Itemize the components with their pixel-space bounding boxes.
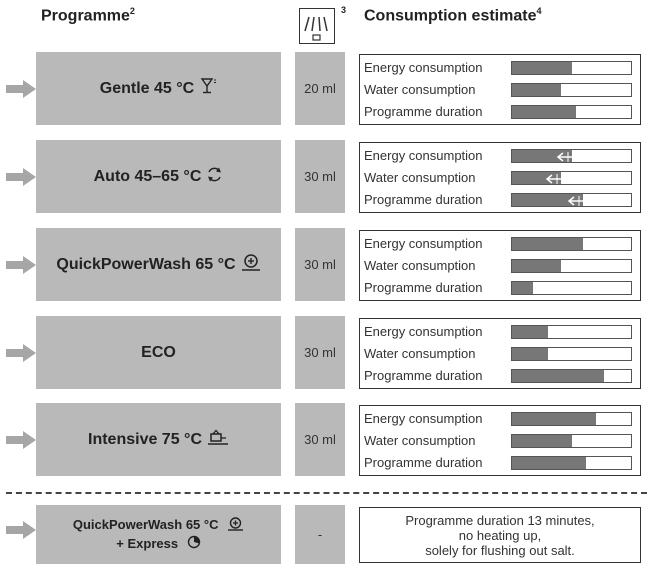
detergent-dispenser-icon <box>299 8 335 44</box>
consumption-label: Energy consumption <box>364 411 483 426</box>
consumption-row-energy <box>364 146 634 166</box>
energy-bar <box>511 325 632 339</box>
row-arrow-icon <box>6 168 36 186</box>
detergent-dose: 30 ml <box>295 316 345 389</box>
energy-bar <box>511 412 632 426</box>
consumption-row-energy <box>364 58 634 78</box>
water-bar-fill <box>512 84 561 96</box>
programme-1 <box>36 52 281 125</box>
consumption-label: Water consumption <box>364 170 476 185</box>
quick-power-wash-icon <box>227 517 244 535</box>
energy-bar-fill <box>512 326 548 338</box>
consumption-box <box>359 318 641 389</box>
section-divider <box>6 492 647 494</box>
duration-bar-fill <box>512 370 604 382</box>
consumption-row-duration <box>364 278 634 298</box>
duration-bar <box>511 105 632 119</box>
row-arrow-icon <box>6 521 36 539</box>
consumption-row-water <box>364 431 634 451</box>
consumption-label: Programme duration <box>364 192 483 207</box>
range-arrow-icon <box>545 174 569 184</box>
row-arrow-icon <box>6 80 36 98</box>
consumption-row-water <box>364 168 634 188</box>
water-bar <box>511 171 632 185</box>
water-bar <box>511 259 632 273</box>
duration-bar <box>511 369 632 383</box>
duration-bar-fill <box>512 282 533 294</box>
consumption-label: Programme duration <box>364 104 483 119</box>
consumption-label: Water consumption <box>364 82 476 97</box>
programme-2 <box>36 140 281 213</box>
auto-cycle-icon <box>206 166 223 188</box>
range-arrow-icon <box>567 196 591 206</box>
consumption-label: Energy consumption <box>364 324 483 339</box>
detergent-dose: 30 ml <box>295 228 345 301</box>
consumption-label: Energy consumption <box>364 236 483 251</box>
consumption-row-water <box>364 344 634 364</box>
consumption-row-duration <box>364 190 634 210</box>
note-line: Programme duration 13 minutes, <box>405 512 595 528</box>
programme-header: Programme$^2$ <box>41 6 135 25</box>
energy-bar-fill <box>512 62 572 74</box>
water-bar <box>511 347 632 361</box>
consumption-header: Consumption estimate$^4$ <box>364 6 542 25</box>
consumption-row-water <box>364 256 634 276</box>
consumption-label: Energy consumption <box>364 148 483 163</box>
programme-name: QuickPowerWash 65 °C <box>56 255 236 273</box>
energy-bar <box>511 61 632 75</box>
consumption-row-water <box>364 80 634 100</box>
programme-name: Auto 45–65 °C <box>93 167 202 185</box>
consumption-label: Energy consumption <box>364 60 483 75</box>
programme-4 <box>36 316 281 389</box>
energy-bar-fill <box>512 238 583 250</box>
consumption-row-energy <box>364 409 634 429</box>
express-line2: + Express <box>116 535 179 551</box>
consumption-box <box>359 54 641 125</box>
consumption-box <box>359 230 641 301</box>
consumption-row-duration <box>364 453 634 473</box>
programme-name: Intensive 75 °C <box>88 430 202 448</box>
intensive-pot-icon <box>207 429 229 451</box>
consumption-row-duration <box>364 366 634 386</box>
detergent-dose: 30 ml <box>295 403 345 476</box>
consumption-row-duration <box>364 102 634 122</box>
duration-bar-fill <box>512 106 576 118</box>
programme-name: ECO <box>141 343 176 361</box>
consumption-label: Programme duration <box>364 368 483 383</box>
energy-bar-fill <box>512 413 596 425</box>
water-bar-fill <box>512 435 572 447</box>
programme-3 <box>36 228 281 301</box>
detergent-sup: 3 <box>341 5 347 15</box>
consumption-row-energy <box>364 322 634 342</box>
quick-power-wash-icon <box>241 254 261 276</box>
duration-bar-fill <box>512 457 586 469</box>
express-clock-icon <box>187 535 201 553</box>
row-arrow-icon <box>6 256 36 274</box>
wine-glass-icon <box>199 77 217 100</box>
water-bar-fill <box>512 348 548 360</box>
detergent-dose: 30 ml <box>295 140 345 213</box>
range-arrow-icon <box>556 152 580 162</box>
consumption-label: Programme duration <box>364 455 483 470</box>
water-bar <box>511 83 632 97</box>
row-arrow-icon <box>6 344 36 362</box>
row-arrow-icon <box>6 431 36 449</box>
programme-name: Gentle 45 °C <box>99 79 195 97</box>
consumption-label: Water consumption <box>364 258 476 273</box>
note-line: solely for flushing out salt. <box>425 542 575 558</box>
duration-bar <box>511 193 632 207</box>
consumption-row-energy <box>364 234 634 254</box>
programme-5 <box>36 403 281 476</box>
programme-express <box>36 505 281 564</box>
express-note <box>359 507 641 563</box>
consumption-label: Programme duration <box>364 280 483 295</box>
energy-bar <box>511 149 632 163</box>
detergent-dose: 20 ml <box>295 52 345 125</box>
consumption-box <box>359 405 641 476</box>
consumption-label: Water consumption <box>364 433 476 448</box>
energy-bar <box>511 237 632 251</box>
consumption-label: Water consumption <box>364 346 476 361</box>
note-line: no heating up, <box>458 527 542 543</box>
express-dose: - <box>295 505 345 564</box>
duration-bar <box>511 456 632 470</box>
duration-bar <box>511 281 632 295</box>
consumption-box <box>359 142 641 213</box>
water-bar-fill <box>512 260 561 272</box>
water-bar <box>511 434 632 448</box>
express-line1: QuickPowerWash 65 °C <box>72 516 219 532</box>
